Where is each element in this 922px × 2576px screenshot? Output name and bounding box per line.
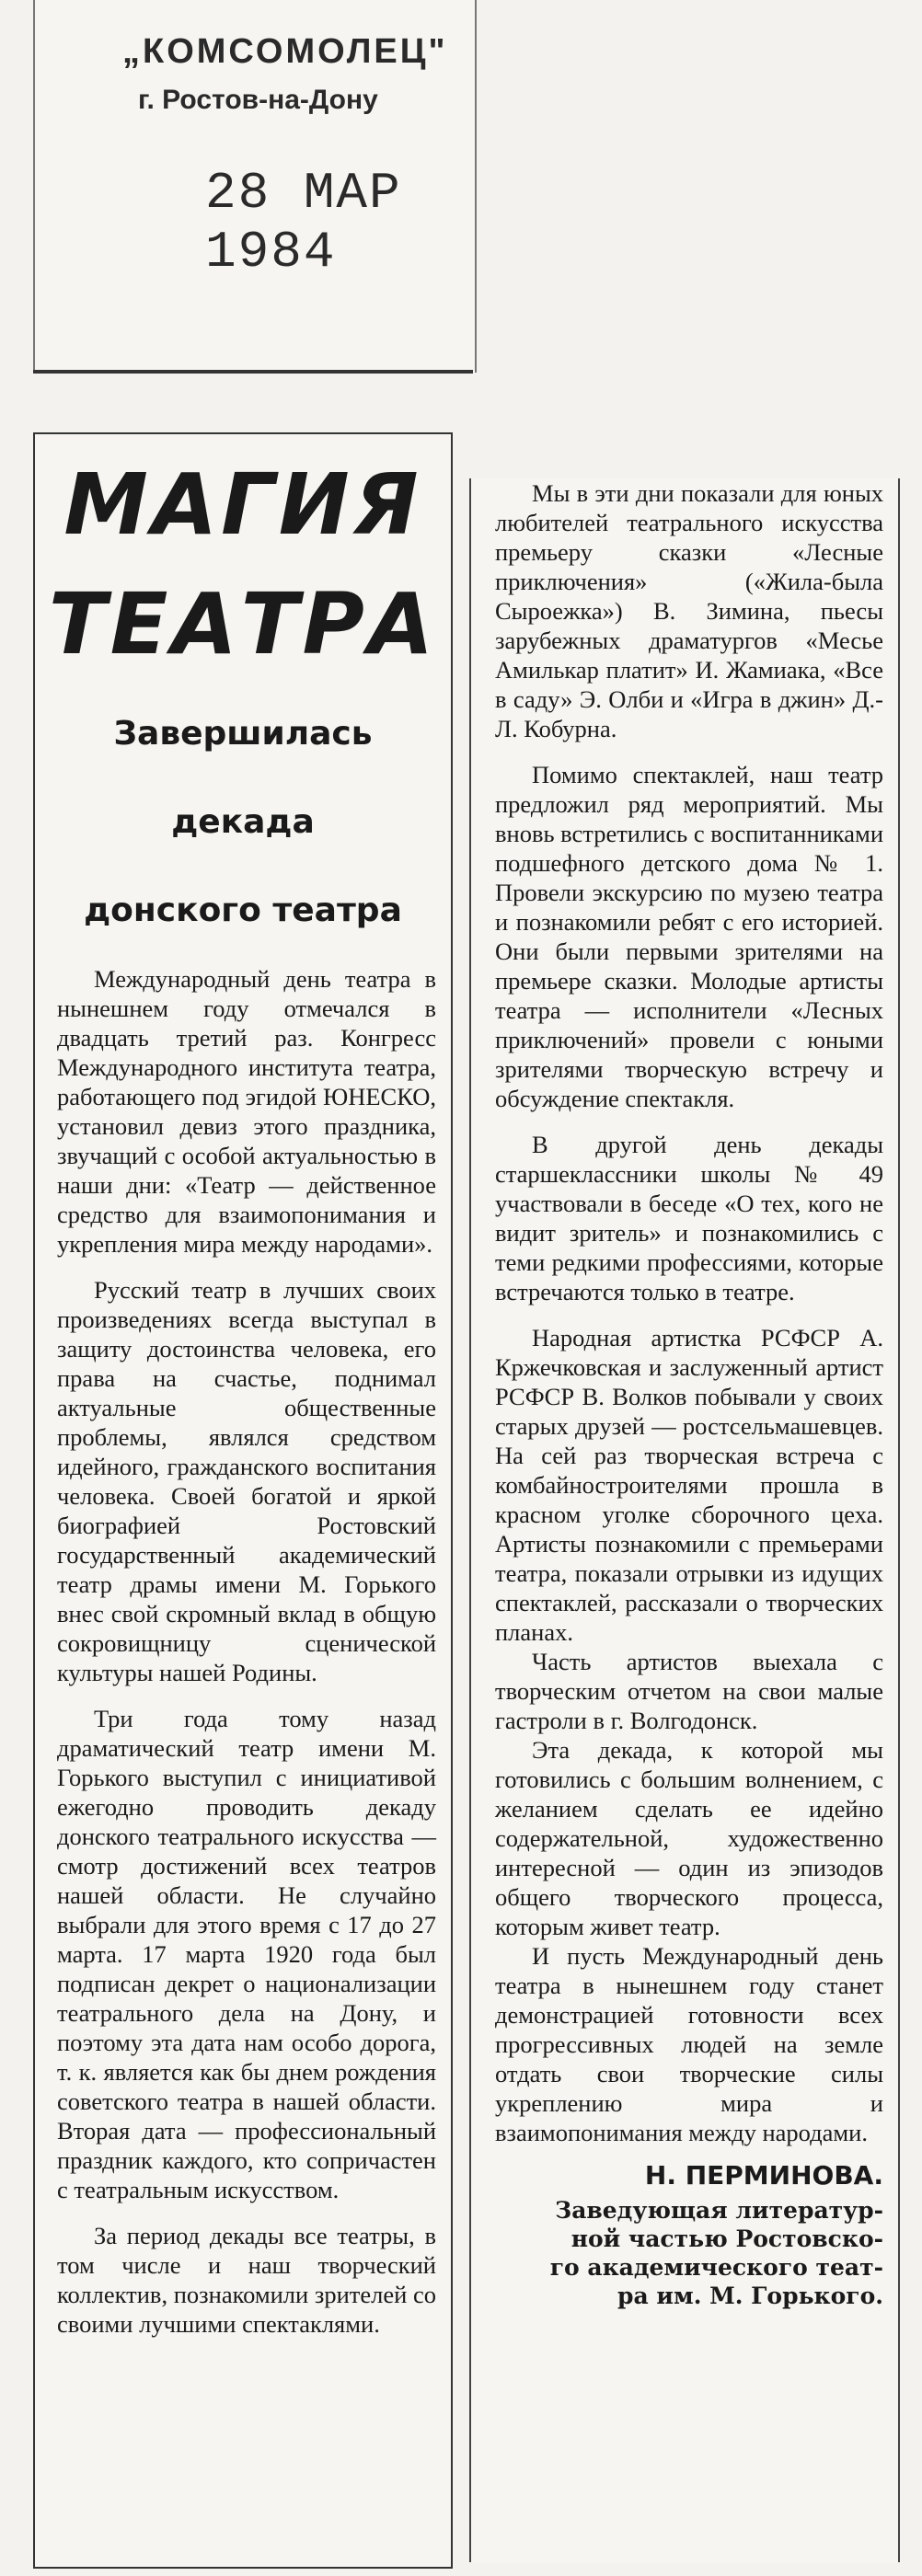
author-caption-line: Заведующая литератур- <box>555 2197 883 2224</box>
paragraph: Мы в эти дни показали для юных любителей театрального искусства премьеру сказки «Лесные приключения» («Жила-была Сыроежка») В. Зимина, пьесы зарубежных драматургов «Месье Амилькар платит» И. Жамиака, «Все в саду» Э. Олби и «Игра в джин» Д.-Л. Кобурна. <box>495 479 883 742</box>
stamp-city: г. Ростов-на-Дону <box>138 85 378 115</box>
author-caption <box>495 2196 883 2310</box>
author-caption-line: ра им. М. Горького. <box>617 2283 883 2309</box>
stamp-newspaper-name: „КОМСОМОЛЕЦ" <box>122 32 448 71</box>
article-subtitle-line-2: декада <box>171 803 315 841</box>
article-right-column <box>469 478 900 2562</box>
article-title-line-2: ТЕАТРА <box>48 575 438 673</box>
left-body <box>35 955 451 2339</box>
paragraph: Часть артистов выехала с творческим отчетом на свои малые гастроли в г. Волгодонск. <box>495 1648 883 1734</box>
paragraph: Народная артистка РСФСР А. Кржечковская и заслуженный артист РСФСР В. Волков побывали у своих старых друзей — ростсельмашевцев. На сей раз творческая встреча с комбайностроителями прошла в красном уголке сборочного цеха. Артисты познакомили с премьерами театра, показали отрывки из идущих спектаклей, рассказали о творческих планах. <box>495 1324 883 1646</box>
paragraph: За период декады все театры, в том числе и наш творческий коллектив, познакомили зрителей со своими лучшими спектаклями. <box>57 2222 436 2338</box>
paragraph: И пусть Международный день театра в нынешнем году станет демонстрацией готовности всех прогрессивных людей на земле отдать свои творческие силы укреплению мира и взаимопонимания между народами. <box>495 1942 883 2146</box>
author-caption-line: го академического теат- <box>549 2254 883 2281</box>
paragraph: В другой день декады старшеклассники школы № 49 участвовали в беседе «О тех, кого не видит зритель» и познакомились с теми редкими профессиями, которые встречаются только в театре. <box>495 1131 883 1305</box>
right-body <box>471 478 898 2310</box>
paragraph: Три года тому назад драматический театр имени М. Горького выступил с инициативой ежегодно проводить декаду донского театрального искусства — смотр достижений всех театров нашей области. Не случайно выбрали для этого время с 17 до 27 марта. 17 марта 1920 года был подписан декрет о национализации театрального дела на Дону, и поэтому эта дата нам особо дорога, т. к. является как бы днем рождения советского театра в нашей области. Вторая дата — профессиональный праздник каждого, кто сопричастен с театральным искусством. <box>57 1705 436 2203</box>
stamp-date: 28 МАР 1984 <box>205 164 402 282</box>
author-caption-line: ной частью Ростовско- <box>570 2225 883 2252</box>
newspaper-stamp <box>33 0 477 373</box>
article-title-line-1: МАГИЯ <box>63 455 422 554</box>
paragraph: Международный день театра в нынешнем году отмечался в двадцать третий раз. Конгресс Международного института театра, работающего под эгидой ЮНЕСКО, установил девиз этого праздника, звучащий с особой актуальностью в наши дни: «Театр — действенное средство для взаимопонимания и укрепления мира между народами». <box>57 965 436 1258</box>
article-subtitle-line-1: Завершилась <box>113 715 373 753</box>
author-name: Н. ПЕРМИНОВА. <box>644 2160 883 2191</box>
article-left-column <box>33 432 453 2569</box>
stamp-divider <box>33 370 473 374</box>
paragraph: Русский театр в лучших своих произведениях всегда выступал в защиту достоинства человека, его права на счастье, поднимал актуальные общественные проблемы, являлся средством идейного, гражданского воспитания человека. Своей богатой и яркой биографией Ростовский государственный академический театр драмы имени М. Горького внес свой скромный вклад в общую сокровищницу сценической культуры нашей Родины. <box>57 1276 436 1686</box>
paragraph: Эта декада, к которой мы готовились с большим волнением, с желанием сделать ее идейно содержательной, художественно интересной — один из эпизодов общего творческого процесса, которым живет театр. <box>495 1736 883 1940</box>
paragraph: Помимо спектаклей, наш театр предложил ряд мероприятий. Мы вновь встретились с воспитанниками подшефного детского дома № 1. Провели экскурсию по музею театра и познакомили ребят с его историей. Они были первыми зрителями на премьере сказки. Молодые артисты театра — исполнители «Лесных приключений» провели с юными зрителями творческую встречу и обсуждение спектакля. <box>495 761 883 1112</box>
article-subtitle-line-3: донского театра <box>84 891 402 929</box>
